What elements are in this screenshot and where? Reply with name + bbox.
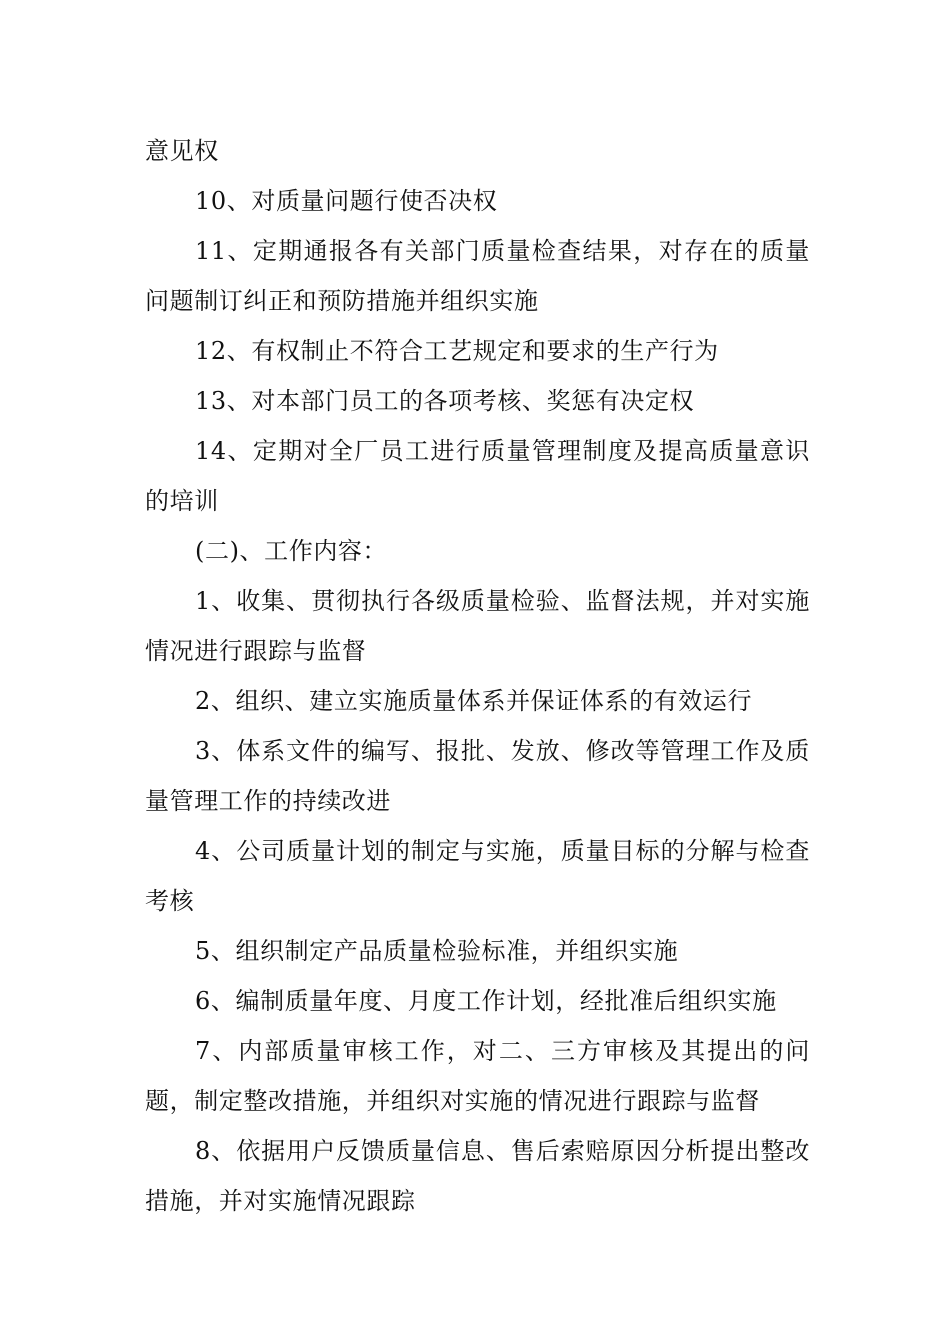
paragraph-work-item-5: 5、组织制定产品质量检验标准，并组织实施	[195, 937, 679, 965]
paragraph-continuation: 意见权	[145, 137, 219, 165]
section-heading-work-content: (二)、工作内容：	[195, 537, 388, 565]
paragraph-work-item-2: 2、组织、建立实施质量体系并保证体系的有效运行	[195, 687, 753, 715]
paragraph-work-item-6: 6、编制质量年度、月度工作计划，经批准后组织实施	[195, 987, 777, 1015]
document-body	[145, 126, 810, 1226]
paragraph-work-item-8: 8、依据用户反馈质量信息、售后索赔原因分析提出整改措施，并对实施情况跟踪	[145, 1137, 810, 1215]
paragraph-item-12: 12、有权制止不符合工艺规定和要求的生产行为	[195, 337, 719, 365]
paragraph-item-13: 13、对本部门员工的各项考核、奖惩有决定权	[195, 387, 695, 415]
paragraph-work-item-3: 3、体系文件的编写、报批、发放、修改等管理工作及质量管理工作的持续改进	[145, 737, 810, 815]
paragraph-item-11: 11、定期通报各有关部门质量检查结果，对存在的质量问题制订纠正和预防措施并组织实施	[145, 237, 810, 315]
paragraph-item-10: 10、对质量问题行使否决权	[195, 187, 498, 215]
paragraph-work-item-4: 4、公司质量计划的制定与实施，质量目标的分解与检查考核	[145, 837, 810, 915]
paragraph-work-item-7: 7、内部质量审核工作，对二、三方审核及其提出的问题，制定整改措施，并组织对实施的情况进行跟踪与监督	[145, 1037, 810, 1115]
paragraph-item-14: 14、定期对全厂员工进行质量管理制度及提高质量意识的培训	[145, 437, 810, 515]
paragraph-work-item-1: 1、收集、贯彻执行各级质量检验、监督法规，并对实施情况进行跟踪与监督	[145, 587, 810, 665]
